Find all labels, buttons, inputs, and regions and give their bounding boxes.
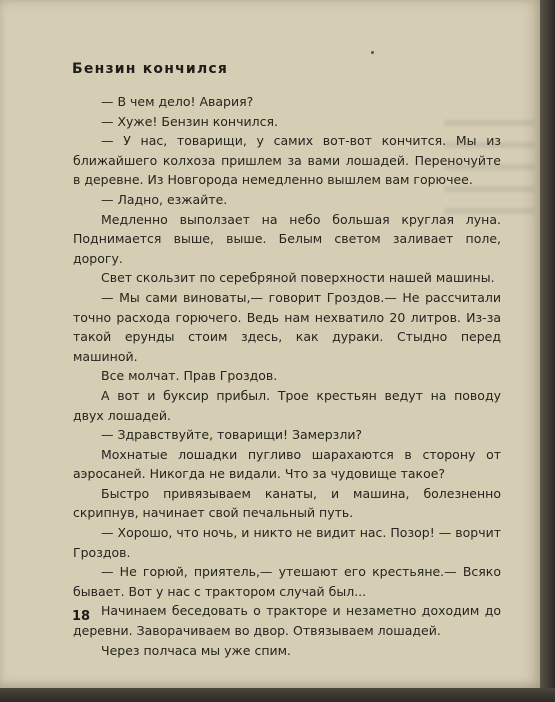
paragraph: — Хорошо, что ночь, и никто не видит нас. Позор! — ворчит Гроздов. [73,525,501,560]
page-number: 18 [72,609,91,624]
paragraph: Через полчаса мы уже спим. [101,642,292,658]
paragraph: Быстро привязываем канаты, и машина, болезненно скрипнув, начинает свой печальный путь. [73,485,501,521]
paragraph: — Не горюй, приятель,— утешают его крестьяне.— Всяко бывает. Вот у нас с трактором случай был... [73,564,501,599]
paragraph: — Ладно, езжайте. [101,191,228,207]
paragraph: — У нас, товарищи, у самих вот-вот кончится. Мы из ближайшего колхоза пришлем за вами лошадей. Переночуйте в деревне. Из Новгорода немедленно вышлем вам горючее. [73,133,501,188]
paragraph: — Мы сами виноваты,— говорит Гроздов.— Не рассчитали точно расхода горючего. Ведь нам нехватило 20 литров. Из-за такой ерунды стоим здесь, как дураки. Стыдно перед машиной. [73,289,501,364]
paragraph: Все молчат. Прав Гроздов. [101,368,278,384]
paragraph: Медленно выползает на небо большая круглая луна. Поднимается выше, выше. Белым светом заливает поле, дорогу. [73,211,501,266]
paragraph: Мохнатые лошадки пугливо шарахаются в сторону от аэросаней. Никогда не видали. Что за чудовище такое? [73,446,501,482]
paragraph: Свет скользит по серебряной поверхности нашей машины. [101,270,495,286]
chapter-title: Бензин кончился [72,61,229,77]
book-edge-right [540,0,555,702]
paragraph: — В чем дело! Авария? [101,94,254,109]
paragraph: — Здравствуйте, товарищи! Замерзли? [101,427,363,443]
paragraph: А вот и буксир прибыл. Трое крестьян ведут на поводу двух лошадей. [73,387,501,423]
chapter-body [73,92,501,660]
paragraph: — Хуже! Бензин кончился. [101,113,278,129]
paragraph: Начинаем беседовать о тракторе и незаметно доходим до деревни. Заворачиваем во двор. Отвязываем лошадей. [73,603,501,639]
ink-speck [371,51,374,54]
book-edge-bottom [0,688,555,702]
